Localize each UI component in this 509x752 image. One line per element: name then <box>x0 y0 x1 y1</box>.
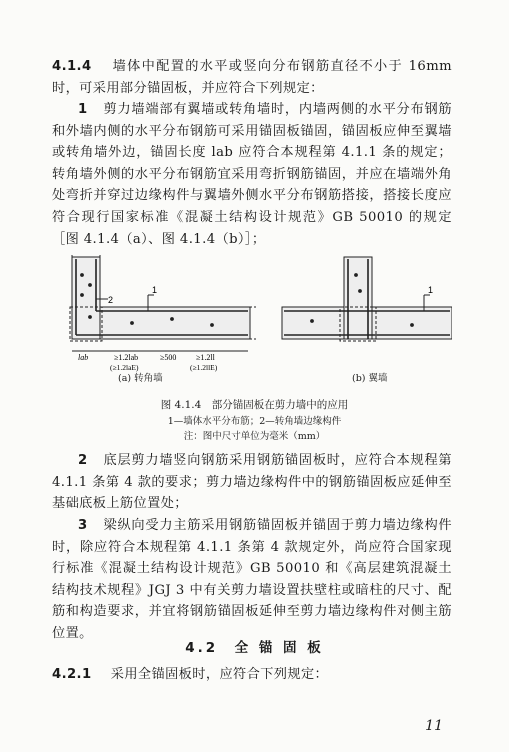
figure-caption: 图 4.1.4 部分锚固板在剪力墙中的应用 <box>160 399 349 411</box>
clause-4-1-4-item-2 <box>52 450 452 515</box>
item-text: 剪力墙端部有翼墙或转角墙时，内墙两侧的水平分布钢筋和外墙内侧的水平分布钢筋可采用锚固板锚固，锚固板应伸至翼墙或转角墙外边，锚固长度 lab 应符合本规程第 4.1.1 条的规定；转角墙外侧的水平分布钢筋宜采用弯折钢筋锚固，并应在墙端外角处弯折并穿过边缘构件与翼墙外侧水平分布钢筋搭接，搭接长度应符合现行国家标准《混凝土结构设计规范》GB 50010 的规定［图 4.1.4（a）、图 4.1.4（b）］； <box>52 102 453 247</box>
dim-a2-label: ≥500 <box>160 353 177 362</box>
subfigure-b-caption: (b) 翼墙 <box>352 373 388 384</box>
corner-wall-diagram <box>70 255 258 351</box>
clause-number: 4.1.4 <box>52 59 92 74</box>
anchor-plate-figure <box>52 255 452 375</box>
wing-wall-diagram <box>282 257 452 341</box>
clause-number: 4.2.1 <box>52 667 92 682</box>
clause-4-1-4-item-1 <box>52 99 452 250</box>
callout-label-2: 2 <box>108 295 114 305</box>
dim-a1-label: ≥1.2lab <box>114 353 139 362</box>
subfigure-a-caption: (a) 转角墙 <box>118 373 163 384</box>
item-text: 底层剪力墙竖向钢筋采用钢筋锚固板时，应符合本规程第 4.1.1 条第 4 款的要求；剪力墙边缘构件中的钢筋锚固板应延伸至基础底板上筋位置处； <box>52 453 453 512</box>
clause-4-2-1 <box>52 664 452 686</box>
dim-a3-label: ≥1.2ll <box>196 353 215 362</box>
item-text: 梁纵向受力主筋采用钢筋锚固板并锚固于剪力墙边缘构件时，除应符合本规程第 4.1.1 条第 4 款规定外，尚应符合国家现行标准《混凝土结构设计规范》GB 50010 和《高层建筑混凝土结构技术规程》JGJ 3 中有关剪力墙设置扶壁柱或暗柱的尺寸、配筋和构造要求，并宜将钢筋锚固板延伸至剪力墙边缘构件对侧主筋位置。 <box>52 518 453 641</box>
clause-text: 墙体中配置的水平或竖向分布钢筋直径不小于 16mm 时，可采用部分锚固板，并应符合下列规定： <box>52 59 453 96</box>
clause-4-1-4-item-3 <box>52 515 452 645</box>
figure-legend: 1—墙体水平分布筋；2—转角墙边缘构件 <box>167 416 342 427</box>
figure-note: 注：图中尺寸单位为毫米（mm） <box>183 431 326 442</box>
item-number: 3 <box>78 518 88 533</box>
callout-label-1: 1 <box>152 285 158 295</box>
dim-a1b-label: (≥1.2laE) <box>110 363 139 372</box>
section-title-4-2: 4.2 全 锚 固 板 <box>185 640 324 656</box>
item-number: 1 <box>78 102 88 117</box>
page-number: 11 <box>425 718 443 734</box>
dim-a3b-label: (≥1.2llE) <box>190 363 218 372</box>
dim-lab-label: lab <box>78 353 89 362</box>
clause-text: 采用全锚固板时，应符合下列规定： <box>110 667 329 682</box>
item-number: 2 <box>78 453 88 468</box>
callout-label-1b: 1 <box>428 285 434 295</box>
clause-4-1-4 <box>52 56 452 99</box>
